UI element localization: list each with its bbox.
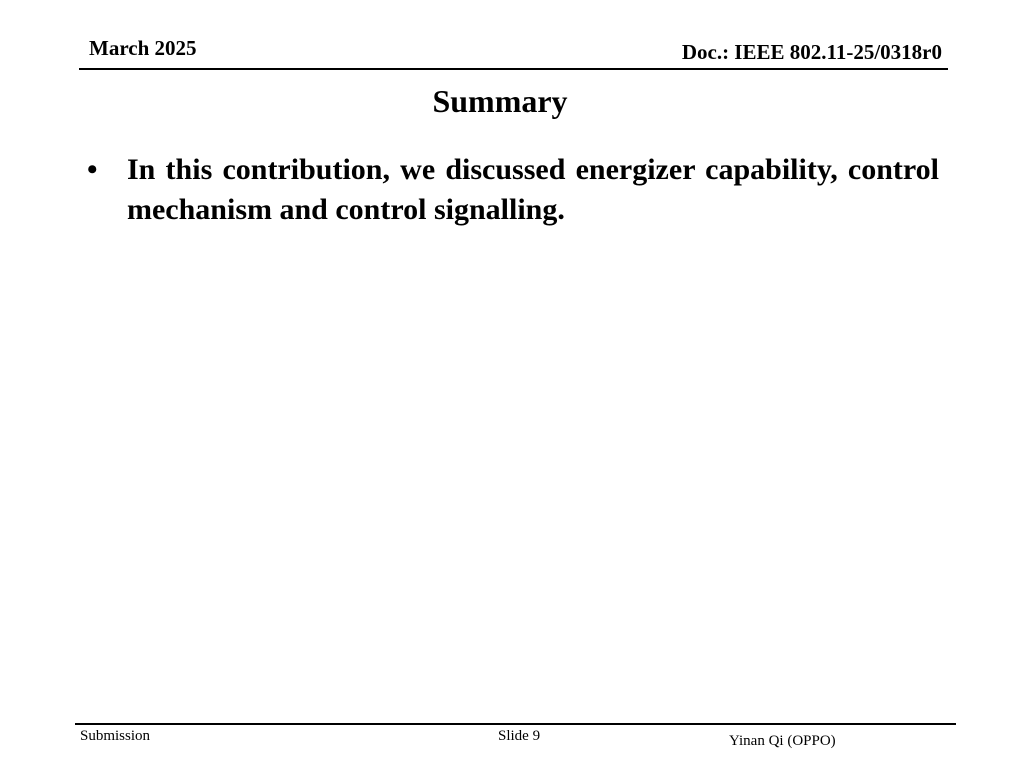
header-doc-id: Doc.: IEEE 802.11-25/0318r0 xyxy=(681,40,942,64)
footer-submission: Submission xyxy=(80,728,151,744)
slide-title: Summary xyxy=(432,83,568,119)
footer-slide-number: Slide 9 xyxy=(498,728,541,744)
header-divider xyxy=(79,68,948,70)
header-date: March 2025 xyxy=(89,36,197,60)
bullet-item xyxy=(87,150,939,230)
footer-author: Yinan Qi (OPPO) xyxy=(729,733,836,749)
footer-divider xyxy=(75,723,956,725)
bullet-text: In this contribution, we discussed energizer capability, control mechanism and control signalling. xyxy=(127,153,939,226)
bullet-list xyxy=(87,150,939,230)
bullet-icon: • xyxy=(87,153,98,186)
